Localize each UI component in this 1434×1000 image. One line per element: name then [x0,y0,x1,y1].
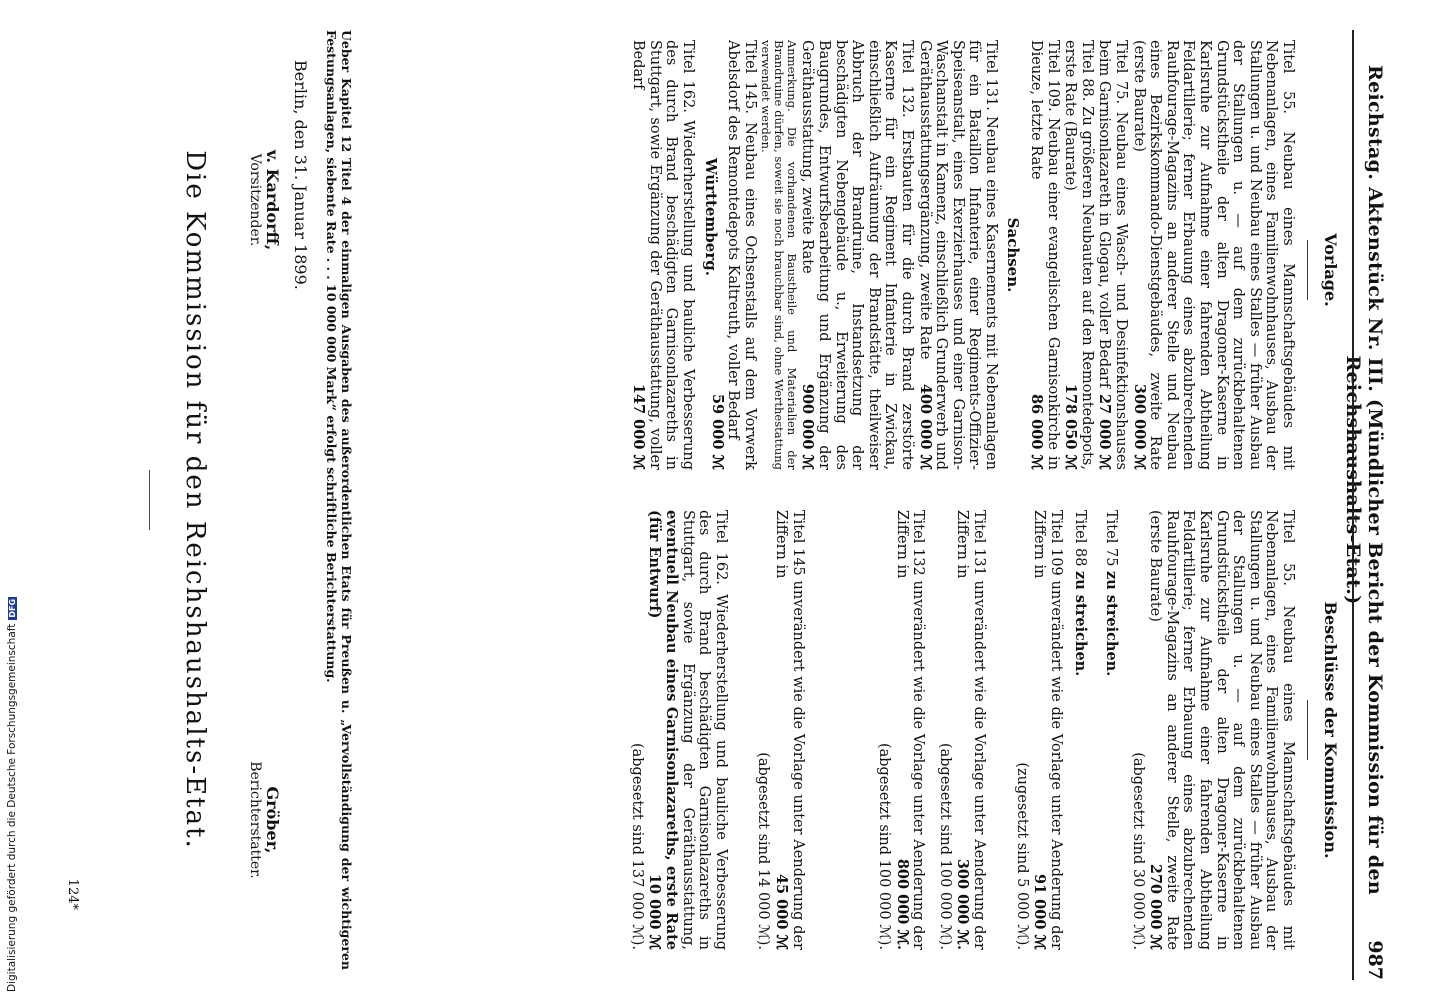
section-heading-wuerttemberg: Württemberg. [701,157,720,276]
beschluss-title-75: Titel 75 zu streichen. [1103,510,1121,677]
closing-rule [149,470,150,530]
beschluss-title-109: Titel 109 unverändert wie die Vorlage unter Aenderung der Ziffern in 91 000 ℳ [1031,510,1064,950]
right-heading-rule [1307,700,1308,760]
section-heading-sachsen: Sachsen. [1004,217,1023,293]
amount: 91 000 ℳ [1031,873,1049,950]
page-number: 987 [1364,940,1386,980]
change-note: (abgesetzt sind 100 000 ℳ). [936,742,953,950]
amount: 147 000 ℳ [630,383,648,470]
amount: 300 000 ℳ. [954,858,972,950]
beschluss-title-55: Titel 55. Neubau eines Mannschaftsgebäudes mit Nebenanlagen, eines Familienwohnhauses, Ausbau der Stallungen u. und Neubau eines Stalles — früher Ausbau der Stallungen u. — auf dem zurückbehaltenen Grundstückstheile der alten Dragoner-Kaserne in Karlsruhe zur Aufnahme einer fahrenden Abtheilung Feldartillerie; ferner Erbauung eines abzubrechenden Rauhfourage-Magazins an anderer Stelle, zweite Rate (erste Baurate) 270 000 ℳ [1147,510,1296,950]
amount: 270 000 ℳ [1147,863,1165,950]
change-note: (abgesetzt sind 100 000 ℳ). [876,742,893,950]
credit-text: Digitalisierung gefördert durch die Deutsche Forschungsgemeinschaft [6,623,18,992]
signature-role: Vorsitzender. [247,153,263,247]
change-note: (abgesetzt sind 30 000 ℳ). [1129,752,1146,950]
vorlage-title-75: Titel 75. Neubau eines Wasch- und Desinfektionshauses beim Garnisonlazareth in Glogau, voller Bedarf 27 000 ℳ [1096,40,1130,470]
vorlage-title-131: Titel 131. Neubau eines Kasernements mit Nebenanlagen für ein Bataillon Infanterie, einer Regiments-Offizier-Speiseanstalt, eines Exerzierhauses und einer Garnison-Waschanstalt in Kamenz, einschließlich Grunderwerb und Geräthausstattungsergänzung, zweite Rate 400 000 ℳ [916,40,999,470]
amount: 27 000 ℳ [1096,393,1114,470]
beschluss-title-131: Titel 131 unverändert wie die Vorlage unter Aenderung der Ziffern in 300 000 ℳ. [954,510,988,950]
vorlage-title-88: Titel 88. Zu größeren Neubauten auf den Remontedepots, erste Rate (Baurate) 178 050 ℳ [1062,40,1095,470]
beschluss-title-162: Titel 162. Wiederherstellung und bauliche Verbesserung des durch Brand beschädigten Garnisonlazareths in Stuttgart, sowie Ergänzung der Geräthausstattung, eventuell Neubau eines Garnisonlazareths, erste Rate (für Entwurf) 10 000 ℳ [646,510,729,950]
amount: 900 000 ℳ [799,383,817,470]
commission-signature-line: Die Kommission für den Reichshaushalts-Etat. [180,150,210,850]
amount: 800 000 ℳ. [893,858,911,950]
right-column-heading: Beschlüsse der Kommission. [1321,601,1340,859]
header-title: Reichstag. Aktenstück Nr. III. (Mündlicher Bericht der Kommission für den Reichshaushalts-Etat.) [1342,65,1386,895]
amount: 300 000 ℳ [1130,383,1148,470]
signature-reporter [247,700,282,940]
beschluss-title-145: Titel 145 unverändert wie die Vorlage unter Aenderung der Ziffern in 45 000 ℳ [772,510,806,950]
footnote-fortifications: Ueber Kapitel 12 Titel 4 der einmaligen Ausgaben des außerordentlichen Etats für Preußen u. „Vervollständigung der wichtigeren Festungsanlagen, siebente Rate . . . 10 000 000 Mark“ erfolgt schriftliche Berichterstattung. [324,30,354,970]
digitization-credit [6,392,22,992]
amount: 10 000 ℳ [646,873,664,950]
signature-name: Gröber, [263,786,282,854]
dfg-logo-icon: DFG [8,598,17,618]
right-column [627,510,1296,950]
signature-name: v. Kardorff, [263,149,282,251]
beschluss-title-132: Titel 132 unverändert wie die Vorlage unter Aenderung der Ziffern in 800 000 ℳ. [893,510,927,950]
signature-role: Berichterstatter. [247,761,263,879]
vorlage-title-132: Titel 132. Erstbauten für die durch Brand zerstörte Kaserne für ein Regiment Infanterie in Zwickau, einschließlich Aufräumung der Brandstätte, theilweiser Abbruch der Brandruine, Instandsetzung der beschädigten Nebengebäude u., Erweiterung des Baugrundes, Entwurfsbearbeitung und Ergänzung der Geräthausstattung, zweite Rate 900 000 ℳ [799,40,915,470]
vorlage-title-145: Titel 145. Neubau eines Ochsenstalls auf dem Vorwerk Abelsdorf des Remontedepots Kaltreuth, voller Bedarf 59 000 ℳ [708,40,758,470]
vorlage-title-162: Titel 162. Wiederherstellung und bauliche Verbesserung des durch Brand beschädigten Garnisonlazareths in Stuttgart, sowie Ergänzung der Geräthausstattung, voller Bedarf 147 000 ℳ [630,40,696,470]
change-note: (abgesetzt sind 14 000 ℳ). [755,752,772,950]
signature-chair [247,80,282,320]
vorlage-title-109: Titel 109. Neubau einer evangelischen Garnisonkirche in Dieuze, letzte Rate 86 000 ℳ [1028,40,1061,470]
left-heading-rule [1307,240,1308,300]
amount: 45 000 ℳ [772,873,790,950]
change-note: (abgesetzt sind 137 000 ℳ). [628,742,645,950]
amount: 400 000 ℳ [916,383,934,470]
dateline: Berlin, den 31. Januar 1899. [291,60,310,290]
header-rule [1352,30,1354,980]
change-note: (zugesetzt sind 5 000 ℳ). [1013,762,1030,950]
left-column-heading: Vorlage. [1321,233,1340,307]
amount: 59 000 ℳ [708,393,726,470]
beschluss-title-88: Titel 88 zu streichen. [1072,510,1090,677]
annotation-note: Anmerkung. Die vorhandenen Baustheile und Materialien der Brandruine dürfen, soweit sie noch brauchbar sind, ohne Werthestattung verwendet werden. [758,40,799,470]
vorlage-title-55: Titel 55. Neubau eines Mannschaftsgebäudes mit Nebenanlagen, eines Familienwohnhauses, Ausbau der Stallungen u. und Neubau eines Stalles — früher Ausbau der Stallungen u. — auf dem zurückbehaltenen Grundstückstheile der alten Dragoner-Kaserne in Karlsruhe zur Aufnahme einer fahrenden Abtheilung Feldartillerie; ferner Erbauung eines abzubrechenden Rauhfourage-Magazins an anderer Stelle und Neubau eines Bezirkskommando-Dienstgebäudes, zweite Rate (erste Baurate) 300 000 ℳ [1130,40,1296,470]
sheet-number: 124* [65,878,80,910]
left-column [629,40,1296,470]
amount: 86 000 ℳ [1028,393,1046,470]
amount: 178 050 ℳ [1062,383,1080,470]
